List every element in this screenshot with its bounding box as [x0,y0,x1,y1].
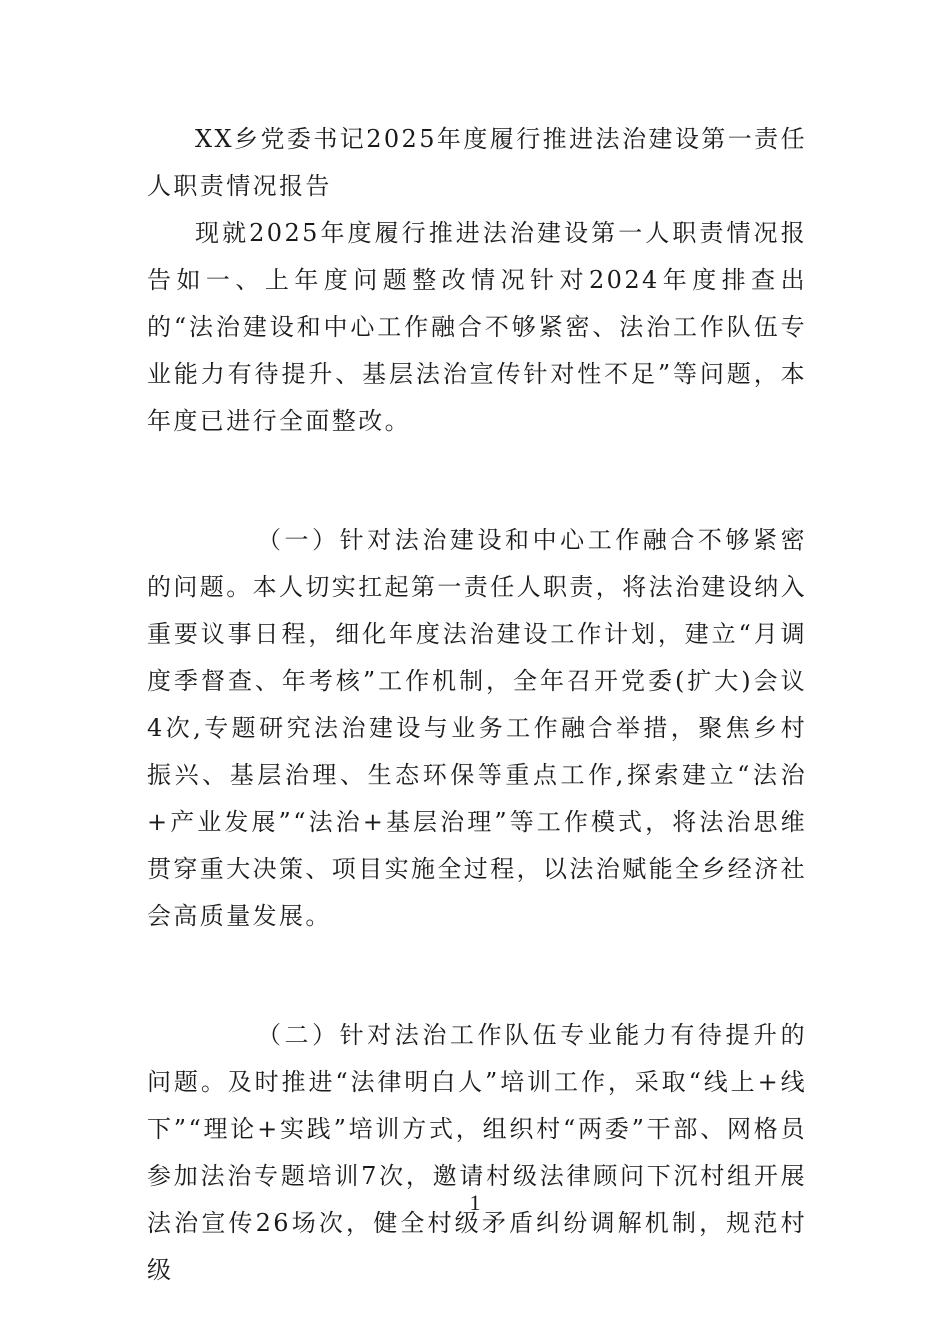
section-one-paragraph: （一）针对法治建设和中心工作融合不够紧密的问题。本人切实扛起第一责任人职责，将法治建设纳入重要议事日程，细化年度法治建设工作计划，建立“月调度季督查、年考核”工作机制，全年召开党委(扩大)会议4次,专题研究法治建设与业务工作融合举措，聚焦乡村振兴、基层治理、生态环保等重点工作,探索建立“法治+产业发展”“法治+基层治理”等工作模式，将法治思维贯穿重大决策、项目实施全过程，以法治赋能全乡经济社会高质量发展。 [147,526,807,930]
page-number: 1 [469,1190,481,1215]
document-body [147,116,807,1294]
section-two-paragraph: （二）针对法治工作队伍专业能力有待提升的问题。及时推进“法律明白人”培训工作，采取“线上+线下”“理论+实践”培训方式，组织村“两委”干部、网格员参加法治专题培训7次，邀请村级法律顾问下沉村组开展法治宣传26场次，健全村级矛盾纠纷调解机制，规范村级 [147,1021,807,1284]
intro-paragraph: 现就2025年度履行推进法治建设第一人职责情况报告如一、上年度问题整改情况针对2024年度排查出的“法治建设和中心工作融合不够紧密、法治工作队伍专业能力有待提升、基层法治宣传针对性不足”等问题，本年度已进行全面整改。 [147,219,807,435]
report-title: XX乡党委书记2025年度履行推进法治建设第一责任人职责情况报告 [147,125,807,200]
paragraph-spacer [147,940,807,1012]
paragraph-spacer [147,445,807,517]
